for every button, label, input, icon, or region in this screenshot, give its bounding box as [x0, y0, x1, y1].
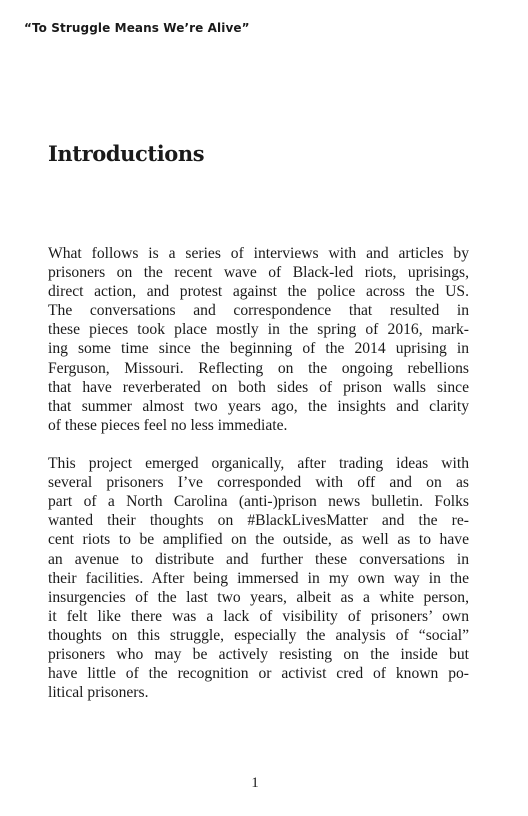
text-line: thoughts on this struggle, especially the analysis of “social”: [48, 626, 469, 644]
text-line: several prisoners I’ve corresponded with off and on as: [48, 474, 469, 492]
text-line: insurgencies of the last two years, albeit as a white person,: [48, 588, 469, 606]
text-line: cent riots to be amplified on the outside, as well as to have: [48, 531, 469, 549]
text-line: of these pieces feel no less immediate.: [48, 416, 288, 434]
text-line: direct action, and protest against the police across the US.: [48, 283, 469, 301]
text-line: an avenue to distribute and further these conversations in: [48, 550, 469, 568]
text-line: that summer almost two years ago, the insights and clarity: [48, 397, 469, 415]
text-line: The conversations and correspondence that resulted in: [48, 302, 469, 320]
page-number: 1: [251, 775, 259, 791]
text-line: wanted their thoughts on #BlackLivesMatter and the re-: [48, 512, 469, 530]
text-line: their facilities. After being immersed in my own way in the: [48, 569, 469, 587]
text-line: it felt like there was a lack of visibility of prisoners’ own: [48, 607, 469, 625]
chapter-title: Introductions: [48, 141, 205, 166]
paragraph-1: [48, 244, 469, 435]
text-line: What follows is a series of interviews with and articles by: [48, 245, 469, 262]
text-line: prisoners on the recent wave of Black-led riots, uprisings,: [48, 264, 469, 282]
running-header: “To Struggle Means We’re Alive”: [24, 21, 250, 35]
text-line: part of a North Carolina (anti-)prison news bulletin. Folks: [48, 493, 469, 511]
paragraph-2: [48, 454, 469, 702]
text-line: prisoners who may be actively resisting on the inside but: [48, 645, 469, 663]
text-line: these pieces took place mostly in the spring of 2016, mark-: [48, 321, 469, 339]
text-line: that have reverberated on both sides of prison walls since: [48, 378, 469, 396]
body-text: [48, 244, 469, 702]
text-line: ing some time since the beginning of the 2014 uprising in: [48, 340, 469, 358]
text-line: litical prisoners.: [48, 684, 149, 702]
text-line: have little of the recognition or activist cred of known po-: [48, 665, 469, 683]
text-line: Ferguson, Missouri. Reflecting on the ongoing rebellions: [48, 359, 469, 377]
text-line: This project emerged organically, after trading ideas with: [48, 455, 469, 473]
